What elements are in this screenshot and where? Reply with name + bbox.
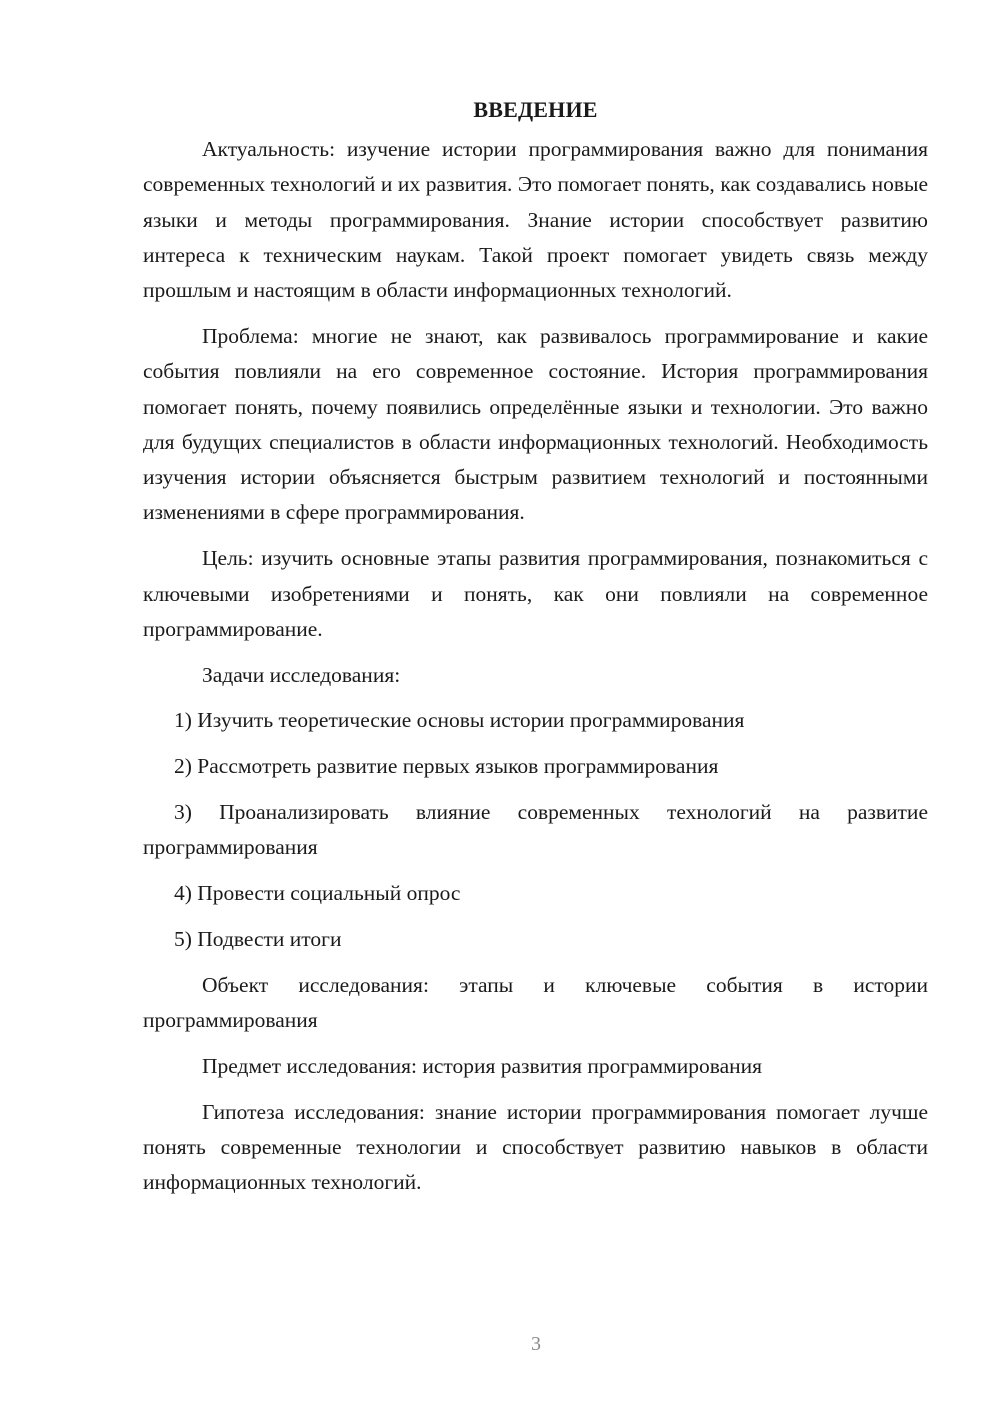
paragraph-hypothesis: Гипотеза исследования: знание истории программирования помогает лучше понять современные технологии и способствует развитию навыков в области информационных технологий.: [143, 1099, 928, 1195]
task-item-3: 3) Проанализировать влияние современных технологий на развитие программирования: [143, 800, 928, 860]
page-title: ВВЕДЕНИЕ: [473, 97, 598, 122]
task-item-4: 4) Провести социальный опрос: [174, 881, 461, 906]
paragraph-object: Объект исследования: этапы и ключевые события в истории программирования: [143, 972, 928, 1033]
paragraph-problem: Проблема: многие не знают, как развивалось программирование и какие события повлияли на его современное состояние. История программирования помогает понять, почему появились определённые языки и технологии. Это важно для будущих специалистов в области информационных технологий. Необходимость изучения истории объясняется быстрым развитием технологий и постоянными изменениями в сфере программирования.: [143, 323, 928, 525]
document-page: [143, 92, 928, 1211]
paragraph-relevance: Актуальность: изучение истории программирования важно для понимания современных технологий и их развития. Это помогает понять, как создавались новые языки и методы программирования. Знание истории способствует развитию интереса к техническим наукам. Такой проект помогает увидеть связь между прошлым и настоящим в области информационных технологий.: [143, 137, 928, 303]
paragraph-goal: Цель: изучить основные этапы развития программирования, познакомиться с ключевыми изобретениями и понять, как они повлияли на современное программирование.: [143, 546, 928, 641]
page-number: 3: [531, 1333, 541, 1355]
paragraph-tasks-heading: Задачи исследования:: [202, 662, 401, 687]
paragraph-subject: Предмет исследования: история развития программирования: [202, 1053, 763, 1078]
task-item-5: 5) Подвести итоги: [174, 926, 342, 951]
task-item-2: 2) Рассмотреть развитие первых языков программирования: [174, 754, 719, 779]
task-item-1: 1) Изучить теоретические основы истории программирования: [174, 708, 745, 733]
